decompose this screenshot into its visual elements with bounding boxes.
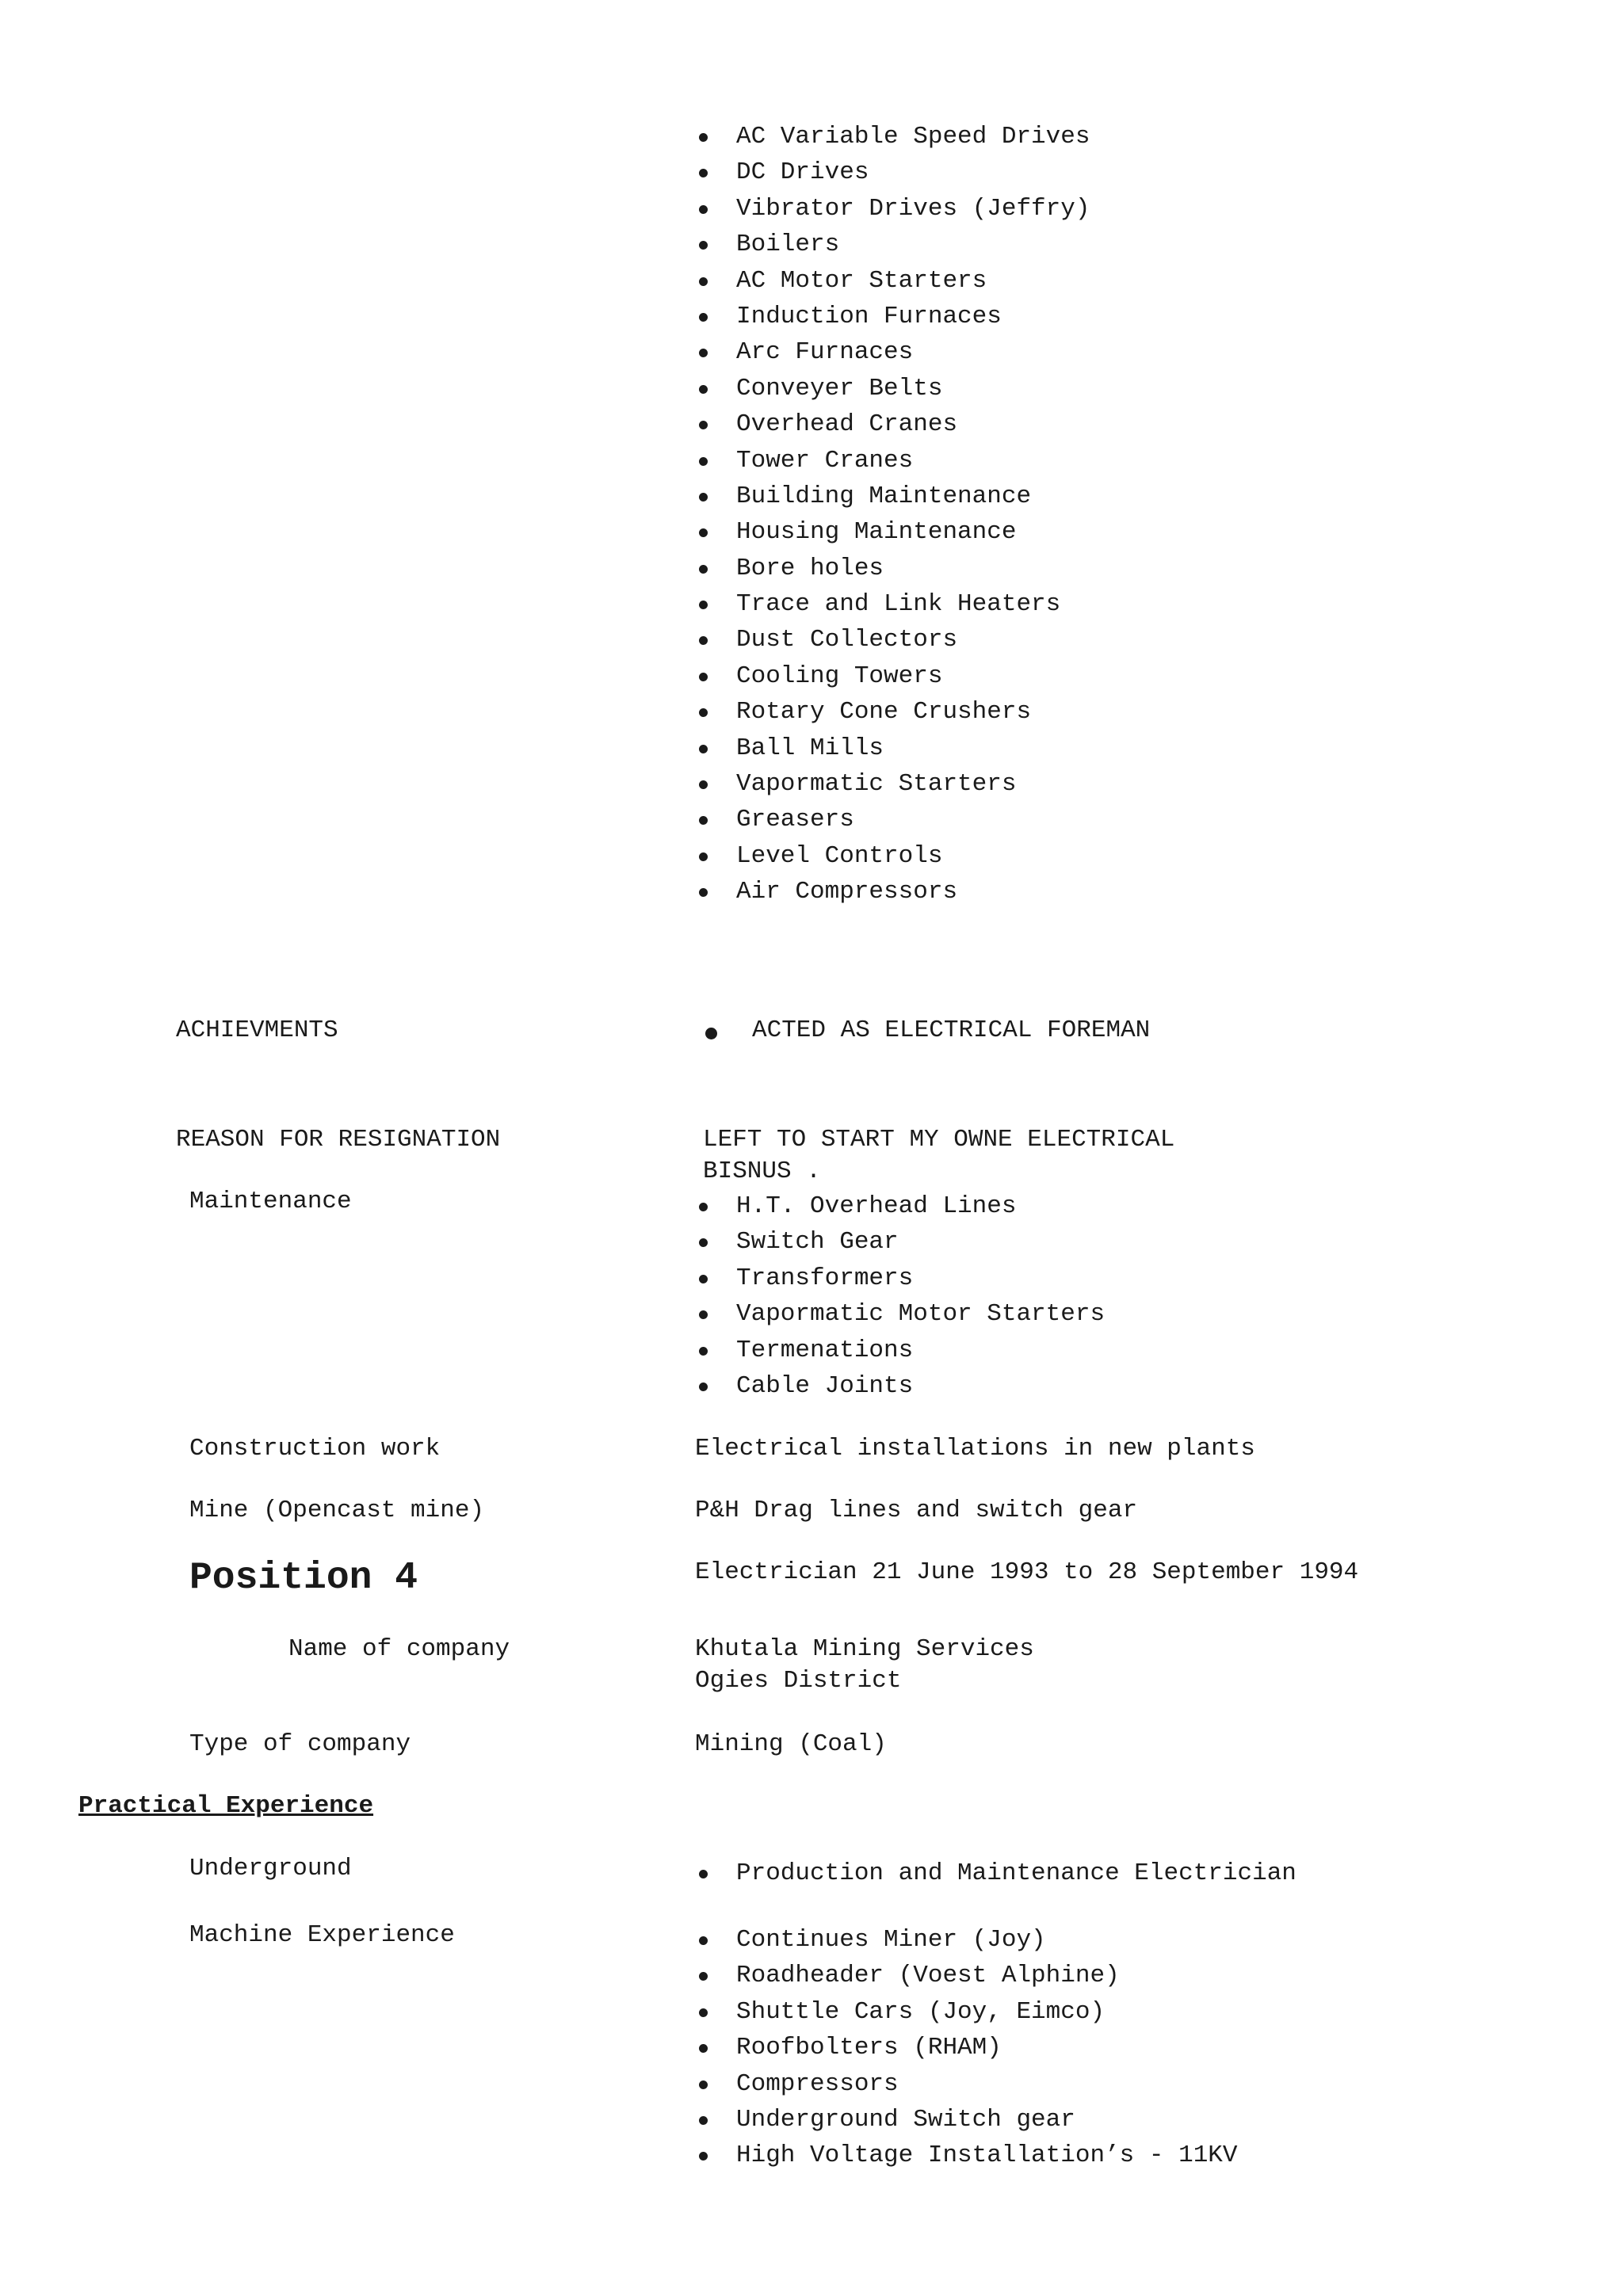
bullet-icon <box>699 169 708 177</box>
company-type-label: Type of company <box>189 1730 411 1758</box>
mine-label: Mine (Opencast mine) <box>189 1497 485 1524</box>
achievements-label: ACHIEVMENTS <box>176 1016 338 1044</box>
bullet-icon <box>699 1870 708 1878</box>
list-item <box>695 2066 1238 2102</box>
bullet-icon <box>699 1936 708 1945</box>
mine-value: P&H Drag lines and switch gear <box>695 1497 1138 1524</box>
list-item <box>695 227 1090 262</box>
bullet-icon <box>699 2081 708 2089</box>
bullet-icon <box>699 385 708 394</box>
bullet-icon <box>699 1203 708 1211</box>
list-item <box>695 119 1090 154</box>
bullet-icon <box>699 601 708 609</box>
list-item-text: Cooling Towers <box>736 662 943 690</box>
bullet-icon <box>699 2008 708 2017</box>
list-item <box>695 2138 1238 2173</box>
list-item-text: Compressors <box>736 2069 899 2098</box>
list-item <box>695 694 1090 730</box>
bullet-icon <box>699 565 708 574</box>
list-item <box>695 1224 1105 1260</box>
list-item <box>695 1855 1296 1891</box>
list-item-text: Arc Furnaces <box>736 338 914 367</box>
list-item <box>695 1333 1105 1368</box>
list-item <box>695 802 1090 837</box>
list-item-text: Continues Miner (Joy) <box>736 1926 1046 1954</box>
bullet-icon <box>699 1310 708 1319</box>
list-item-text: Transformers <box>736 1264 914 1292</box>
list-item-text: Trace and Link Heaters <box>736 590 1061 619</box>
list-item <box>695 406 1090 442</box>
bullet-icon <box>699 241 708 250</box>
bullet-icon <box>699 2152 708 2161</box>
construction-value: Electrical installations in new plants <box>695 1435 1255 1463</box>
list-item-text: Level Controls <box>736 841 943 870</box>
company-type-value: Mining (Coal) <box>695 1730 887 1758</box>
position-heading: Position 4 <box>189 1557 418 1600</box>
achievements-value: ACTED AS ELECTRICAL FOREMAN <box>752 1016 1151 1044</box>
list-item-text: Bore holes <box>736 554 884 582</box>
list-item-text: Vapormatic Motor Starters <box>736 1300 1106 1329</box>
list-item-text: Vibrator Drives (Jeffry) <box>736 194 1090 223</box>
list-item-text: Vapormatic Starters <box>736 770 1017 799</box>
bullet-icon <box>699 1275 708 1283</box>
bullet-icon <box>699 133 708 142</box>
list-item <box>695 2030 1238 2065</box>
list-item <box>695 334 1090 370</box>
list-item-text: Boilers <box>736 231 840 259</box>
resignation-label: REASON FOR RESIGNATION <box>176 1126 501 1154</box>
bullet-icon <box>699 2044 708 2053</box>
bullet-icon <box>699 277 708 286</box>
underground-label: Underground <box>189 1855 352 1882</box>
list-item-text: Housing Maintenance <box>736 518 1017 547</box>
bullet-icon <box>699 636 708 645</box>
resignation-line-2: BISNUS . <box>703 1158 821 1185</box>
company-line-1: Khutala Mining Services <box>695 1635 1034 1663</box>
bullet-icon <box>699 708 708 717</box>
underground-list <box>695 1855 1296 1891</box>
equipment-list <box>695 119 1090 910</box>
company-line-2: Ogies District <box>695 1667 902 1695</box>
list-item-text: Shuttle Cars (Joy, Eimco) <box>736 1997 1106 2026</box>
bullet-icon <box>699 1347 708 1356</box>
practical-experience-heading: Practical Experience <box>78 1792 374 1820</box>
maintenance-list <box>695 1188 1105 1404</box>
bullet-icon <box>699 2116 708 2125</box>
bullet-icon <box>699 457 708 466</box>
list-item-text: AC Motor Starters <box>736 266 987 295</box>
list-item <box>695 514 1090 550</box>
machine-experience-label: Machine Experience <box>189 1921 455 1949</box>
list-item-text: Greasers <box>736 806 854 834</box>
list-item <box>695 371 1090 406</box>
bullet-icon <box>699 673 708 681</box>
list-item-text: Ball Mills <box>736 734 884 762</box>
list-item <box>695 1188 1105 1224</box>
maintenance-label: Maintenance <box>189 1188 352 1215</box>
bullet-icon <box>699 528 708 537</box>
list-item <box>695 263 1090 299</box>
list-item <box>695 730 1090 766</box>
list-item-text: Induction Furnaces <box>736 302 1002 330</box>
bullet-icon <box>699 745 708 753</box>
list-item-text: Tower Cranes <box>736 446 914 475</box>
bullet-icon <box>699 1383 708 1391</box>
list-item <box>695 299 1090 334</box>
bullet-icon <box>699 1972 708 1981</box>
bullet-icon <box>705 1028 717 1039</box>
list-item-text: Dust Collectors <box>736 626 958 654</box>
list-item <box>695 1958 1238 1993</box>
list-item-text: Air Compressors <box>736 878 958 906</box>
list-item-text: Roofbolters (RHAM) <box>736 2034 1002 2062</box>
list-item <box>695 2102 1238 2138</box>
list-item <box>695 1368 1105 1404</box>
list-item <box>695 658 1090 694</box>
list-item-text: Roadheader (Voest Alphine) <box>736 1962 1120 1990</box>
position-value: Electrician 21 June 1993 to 28 September 1994 <box>695 1558 1359 1586</box>
list-item <box>695 1922 1238 1958</box>
list-item-text: High Voltage Installation’s - 11KV <box>736 2142 1238 2170</box>
machine-experience-list <box>695 1922 1238 2174</box>
list-item-text: AC Variable Speed Drives <box>736 123 1090 151</box>
list-item-text: Termenations <box>736 1336 914 1364</box>
bullet-icon <box>699 349 708 357</box>
list-item <box>695 1296 1105 1332</box>
construction-label: Construction work <box>189 1435 441 1463</box>
bullet-icon <box>699 888 708 897</box>
list-item <box>695 622 1090 658</box>
list-item <box>695 766 1090 802</box>
list-item-text: Conveyer Belts <box>736 374 943 402</box>
list-item <box>695 443 1090 479</box>
list-item-text: Underground Switch gear <box>736 2105 1075 2134</box>
list-item <box>695 586 1090 622</box>
list-item <box>695 551 1090 586</box>
list-item <box>695 191 1090 227</box>
list-item <box>695 874 1090 910</box>
list-item-text: Cable Joints <box>736 1371 914 1400</box>
list-item-text: Switch Gear <box>736 1228 899 1257</box>
list-item-text: H.T. Overhead Lines <box>736 1192 1017 1220</box>
list-item-text: Building Maintenance <box>736 482 1032 510</box>
bullet-icon <box>699 205 708 214</box>
bullet-icon <box>699 313 708 322</box>
resignation-line-1: LEFT TO START MY OWNE ELECTRICAL <box>703 1126 1175 1154</box>
list-item <box>695 479 1090 514</box>
bullet-icon <box>699 1238 708 1247</box>
bullet-icon <box>699 852 708 861</box>
company-label: Name of company <box>288 1635 510 1663</box>
list-item <box>695 1994 1238 2030</box>
list-item-text: Production and Maintenance Electrician <box>736 1859 1296 1887</box>
list-item-text: DC Drives <box>736 158 869 187</box>
list-item-text: Rotary Cone Crushers <box>736 698 1032 727</box>
bullet-icon <box>699 816 708 825</box>
bullet-icon <box>699 780 708 789</box>
list-item <box>695 838 1090 874</box>
list-item-text: Overhead Cranes <box>736 410 958 439</box>
bullet-icon <box>699 493 708 502</box>
list-item <box>695 154 1090 190</box>
list-item <box>695 1261 1105 1296</box>
bullet-icon <box>699 421 708 429</box>
